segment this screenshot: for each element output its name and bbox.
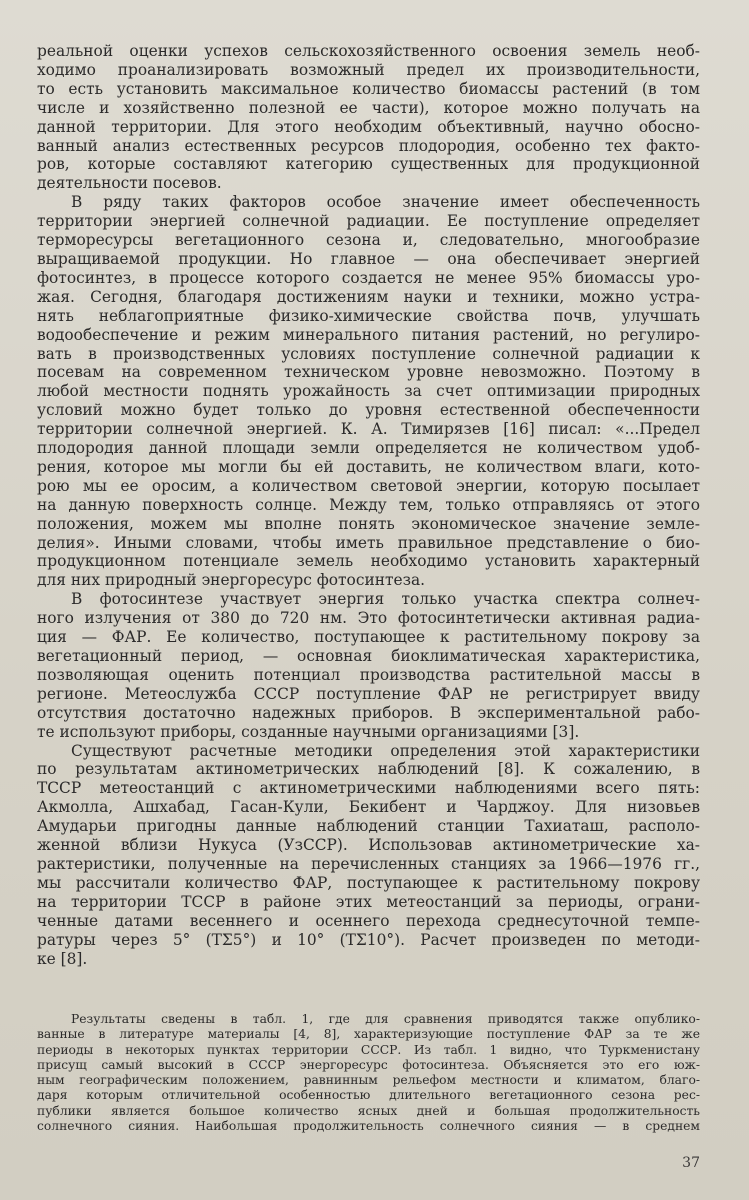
text-line: позволяющая оценить потенциал производства растительной массы в	[37, 665, 700, 684]
text-line: вегетационный период, — основная биоклиматическая характеристика,	[37, 647, 700, 665]
text-line: В ряду таких факторов особое значение имеет обеспеченность	[71, 193, 700, 212]
text-line: продукционном потенциале земель необходимо установить характерный	[37, 552, 700, 571]
text-line: ного излучения от 380 до 720 нм. Это фотосинтетически активная радиа-	[37, 609, 700, 628]
text-line: территории солнечной энергией. К. А. Тимирязев [16] писал: «...Предел	[37, 420, 700, 439]
text-line: В фотосинтезе участвует энергия только участка спектра солнеч-	[71, 590, 700, 609]
text-line: данной территории. Для этого необходим объективный, научно обосно-	[37, 117, 700, 136]
text-line: Акмолла, Ашхабад, Гасан-Кули, Бекибент и Чарджоу. Для низовьев	[37, 798, 700, 817]
small-text-line: присущ самый высокий в СССР энергоресурс фотосинтеза. Объясняется это его юж-	[37, 1057, 700, 1072]
small-text-line: Результаты сведены в табл. 1, где для сравнения приводятся также опублико-	[71, 1012, 700, 1026]
text-line: по результатам актинометрических наблюдений [8]. К сожалению, в	[37, 760, 700, 779]
text-line: ченные датами весеннего и осеннего перехода среднесуточной темпе-	[37, 911, 700, 930]
text-line: реальной оценки успехов сельскохозяйственного освоения земель необ-	[37, 42, 700, 60]
text-line: рактеристики, полученные на перечисленных станциях за 1966—1976 гг.,	[37, 854, 700, 873]
text-line: числе и хозяйственно полезной ее части), которое можно получать на	[37, 98, 700, 117]
text-line: регионе. Метеослужба СССР поступление ФАР не регистрирует ввиду	[37, 684, 700, 703]
small-text-line: ным географическим положением, равнинным рельефом местности и климатом, благо-	[37, 1073, 700, 1088]
text-line: на территории ТССР в районе этих метеостанций за периоды, ограни-	[37, 892, 700, 911]
text-line: те используют приборы, созданные научными организациями [3].	[37, 722, 580, 741]
text-line: ция — ФАР. Ее количество, поступающее к растительному покрову за	[37, 628, 700, 647]
text-line: ров, которые составляют категорию существенных для продукционной	[37, 155, 700, 174]
text-line: фотосинтез, в процессе которого создается не менее 95% биомассы уро-	[37, 268, 700, 287]
text-line: условий можно будет только до уровня естественной обеспеченности	[37, 401, 700, 420]
text-line: ТССР метеостанций с актинометрическими наблюдениями всего пять:	[37, 779, 700, 798]
text-line: мы рассчитали количество ФАР, поступающее к растительному покрову	[37, 873, 700, 892]
small-print-paragraph	[37, 1012, 700, 1134]
text-line: деятельности посевов.	[37, 174, 222, 193]
paragraph-4	[37, 742, 700, 969]
small-text-line: даря которым отличительной особенностью длительного вегетационного сезона рес-	[37, 1088, 700, 1103]
text-line: ванный анализ естественных ресурсов плодородия, особенно тех факто-	[37, 136, 700, 155]
small-text-line: периоды в некоторых пунктах территории СССР. Из табл. 1 видно, что Туркменистану	[37, 1042, 700, 1057]
paragraph-1	[37, 42, 700, 193]
text-line: Существуют расчетные методики определения этой характеристики	[71, 741, 700, 760]
text-line: жая. Сегодня, благодаря достижениям науки и техники, можно устра-	[37, 287, 700, 306]
main-text	[37, 42, 700, 968]
small-text-line: ванные в литературе материалы [4, 8], характеризующие поступление ФАР за те же	[37, 1027, 700, 1042]
paragraph-2	[37, 193, 700, 590]
text-line: посевам на современном техническом уровне невозможно. Поэтому в	[37, 363, 700, 382]
text-line: водообеспечение и режим минерального питания растений, но регулиро-	[37, 325, 700, 344]
paragraph-3	[37, 590, 700, 741]
text-line: то есть установить максимальное количество биомассы растений (в том	[37, 79, 700, 98]
text-line: ке [8].	[37, 949, 88, 968]
text-line: территории энергией солнечной радиации. Ее поступление определяет	[37, 212, 700, 231]
text-line: на данную поверхность солнце. Между тем, только отправляясь от этого	[37, 495, 700, 514]
text-line: рения, которое мы могли бы ей доставить, не количеством влаги, кото-	[37, 457, 700, 476]
text-line: нять неблагоприятные физико-химические свойства почв, улучшать	[37, 306, 700, 325]
small-text-line: солнечного сияния. Наибольшая продолжительность солнечного сияния — в среднем	[37, 1119, 700, 1134]
text-line: терморесурсы вегетационного сезона и, следовательно, многообразие	[37, 231, 700, 250]
text-line: для них природный энергоресурс фотосинтеза.	[37, 571, 426, 590]
small-text-line: публики является большое количество ясных дней и большая продолжительность	[37, 1103, 700, 1118]
text-line: отсутствия достаточно надежных приборов. В экспериментальной рабо-	[37, 703, 700, 722]
text-line: Амударьи пригодны данные наблюдений станции Тахиаташ, располо-	[37, 817, 700, 836]
text-line: вать в производственных условиях поступление солнечной радиации к	[37, 344, 700, 363]
text-line: положения, можем мы вполне понять экономическое значение земле-	[37, 514, 700, 533]
text-line: женной вблизи Нукуса (УзССР). Использовав актинометрические ха-	[37, 836, 700, 855]
text-line: рою мы ее оросим, а количеством световой энергии, которую посылает	[37, 476, 700, 495]
text-line: ратуры через 5° (TΣ5°) и 10° (TΣ10°). Расчет произведен по методи-	[37, 930, 700, 949]
text-line: любой местности поднять урожайность за счет оптимизации природных	[37, 382, 700, 401]
text-line: ходимо проанализировать возможный предел их производительности,	[37, 60, 700, 79]
text-line: выращиваемой продукции. Но главное — она обеспечивает энергией	[37, 249, 700, 268]
page-number: 37	[682, 1155, 700, 1171]
text-line: делия». Иными словами, чтобы иметь правильное представление о био-	[37, 533, 700, 552]
text-line: плодородия данной площади земли определяется не количеством удоб-	[37, 439, 700, 458]
